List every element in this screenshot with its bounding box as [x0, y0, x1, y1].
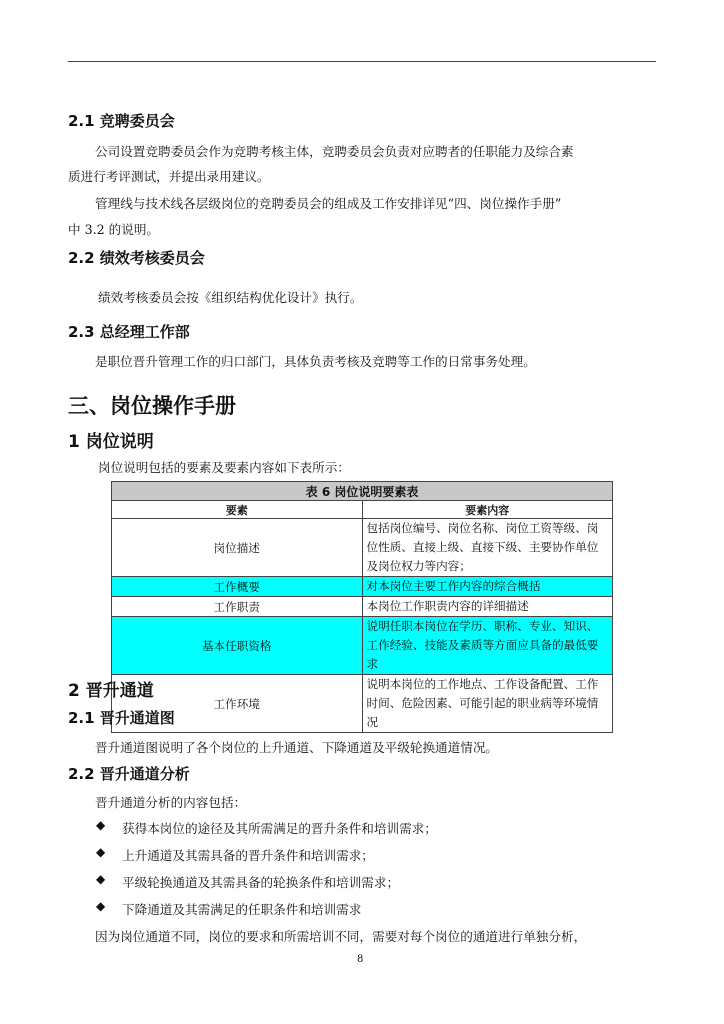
bullet-item: 平级轮换通道及其需具备的轮换条件和培训需求； — [122, 875, 400, 890]
heading-2-2: 2.2 绩效考核委员会 — [68, 249, 205, 267]
table-cell-value: 包括岗位编号、岗位名称、岗位工资等级、岗位性质、直接上级、直接下级、主要协作单位及岗位权力等内容； — [362, 519, 613, 577]
para-line: 管理线与技术线各层级岗位的竞聘委员会的组成及工作安排详见“四、岗位操作手册” — [95, 196, 562, 211]
table-cell-value: 说明本岗位的工作地点、工作设备配置、工作时间、危险因素、可能引起的职业病等环境情况 — [362, 675, 613, 733]
table-cell-value: 对本岗位主要工作内容的综合概括 — [362, 577, 613, 597]
bullet-diamond-icon: ◆ — [96, 845, 106, 859]
header-rule — [68, 61, 656, 62]
bullet-item: 获得本岗位的途径及其所需满足的晋升条件和培训需求； — [122, 821, 437, 836]
table-row — [112, 675, 613, 733]
para-line: 中 3.2 的说明。 — [68, 222, 160, 237]
table-row — [112, 597, 613, 617]
bullet-item: 上升通道及其需具备的晋升条件和培训需求； — [122, 848, 374, 863]
table-cell-key: 工作环境 — [112, 675, 363, 733]
table-intro: 岗位说明包括的要素及要素内容如下表所示： — [98, 460, 350, 475]
table-header: 要素 — [112, 501, 363, 519]
table-cell-value: 说明任职本岗位在学历、职称、专业、知识、工作经验、技能及素质等方面应具备的最低要求 — [362, 617, 613, 675]
heading-2-1-channel: 2.1 晋升通道图 — [68, 709, 175, 727]
table-cell-value: 本岗位工作职责内容的详细描述 — [362, 597, 613, 617]
heading-2-3: 2.3 总经理工作部 — [68, 323, 190, 341]
para-line: 质进行考评测试，并提出录用建议。 — [68, 169, 270, 184]
bullet-item: 下降通道及其需满足的任职条件和培训需求 — [122, 902, 362, 917]
chapter-heading: 三、岗位操作手册 — [68, 394, 236, 418]
table-row — [112, 617, 613, 675]
heading-2: 2 晋升通道 — [68, 681, 154, 701]
para-line: 因为岗位通道不同，岗位的要求和所需培训不同，需要对每个岗位的通道进行单独分析， — [95, 929, 587, 944]
heading-2-2-analysis: 2.2 晋升通道分析 — [68, 765, 190, 783]
para-line: 公司设置竞聘委员会作为竞聘考核主体，竞聘委员会负责对应聘者的任职能力及综合素 — [95, 144, 574, 159]
bullet-diamond-icon: ◆ — [96, 899, 106, 913]
para-line: 绩效考核委员会按《组织结构优化设计》执行。 — [98, 290, 363, 305]
table-cell-key: 工作概要 — [112, 577, 363, 597]
bullet-diamond-icon: ◆ — [96, 818, 106, 832]
table-caption: 表 6 岗位说明要素表 — [112, 482, 613, 501]
para-line: 晋升通道分析的内容包括： — [95, 795, 247, 810]
bullet-diamond-icon: ◆ — [96, 872, 106, 886]
heading-2-1: 2.1 竞聘委员会 — [68, 112, 175, 130]
table-cell-key: 工作职责 — [112, 597, 363, 617]
page-number: 8 — [357, 954, 364, 965]
para-line: 是职位晋升管理工作的归口部门，具体负责考核及竞聘等工作的日常事务处理。 — [95, 354, 536, 369]
table-row — [112, 577, 613, 597]
table-row — [112, 519, 613, 577]
para-line: 晋升通道图说明了各个岗位的上升通道、下降通道及平级轮换通道情况。 — [95, 740, 498, 755]
table-header: 要素内容 — [362, 501, 613, 519]
heading-1: 1 岗位说明 — [68, 432, 154, 452]
position-elements-table — [111, 481, 613, 733]
table-cell-key: 岗位描述 — [112, 519, 363, 577]
table-cell-key: 基本任职资格 — [112, 617, 363, 675]
